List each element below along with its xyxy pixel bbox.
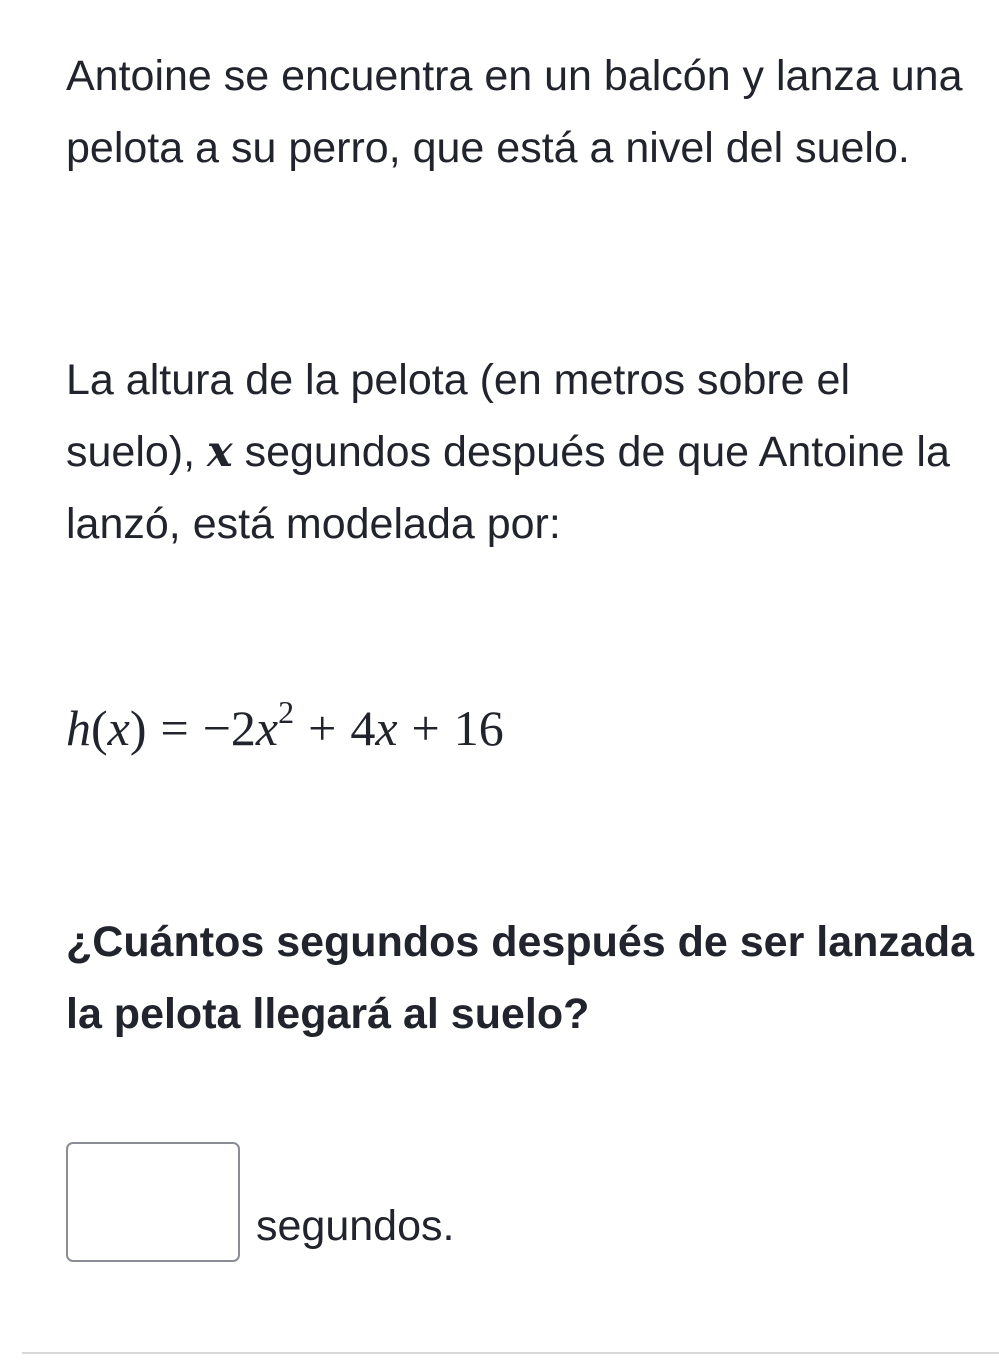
- height-model-description: [66, 344, 976, 560]
- formula-plus-1: +: [308, 700, 337, 756]
- formula-term2-var: x: [375, 700, 398, 756]
- bottom-divider: [22, 1352, 999, 1354]
- height-model-text-1: La altura de la pelota (en metros sobre el suelo),: [66, 356, 851, 476]
- formula-function: h: [66, 700, 91, 756]
- answer-row: [66, 1140, 454, 1264]
- problem-intro: Antoine se encuentra en un balcón y lanza una pelota a su perro, que está a nivel del suelo.: [66, 52, 963, 172]
- question-text: ¿Cuántos segundos después de ser lanzada la pelota llegará al suelo?: [66, 918, 974, 1038]
- formula-equals: =: [160, 700, 189, 756]
- formula-paren-open: (: [91, 700, 108, 756]
- formula-term1-exponent: 2: [278, 694, 295, 730]
- formula-term1-coef: −2: [202, 700, 256, 756]
- formula-paren-close: ): [129, 700, 147, 756]
- variable-x: x: [207, 427, 233, 477]
- formula-constant: 16: [453, 700, 504, 756]
- formula-term1-var: x: [255, 700, 279, 756]
- answer-unit: segundos.: [256, 1201, 455, 1250]
- formula-variable: x: [107, 700, 130, 756]
- formula-plus-2: +: [411, 700, 440, 756]
- height-model-text-2: segundos después de que Antoine la lanzó, está modelada por:: [66, 428, 950, 548]
- formula-term2-coef: 4: [350, 700, 376, 756]
- answer-input[interactable]: [66, 1142, 240, 1262]
- height-formula: [66, 692, 976, 764]
